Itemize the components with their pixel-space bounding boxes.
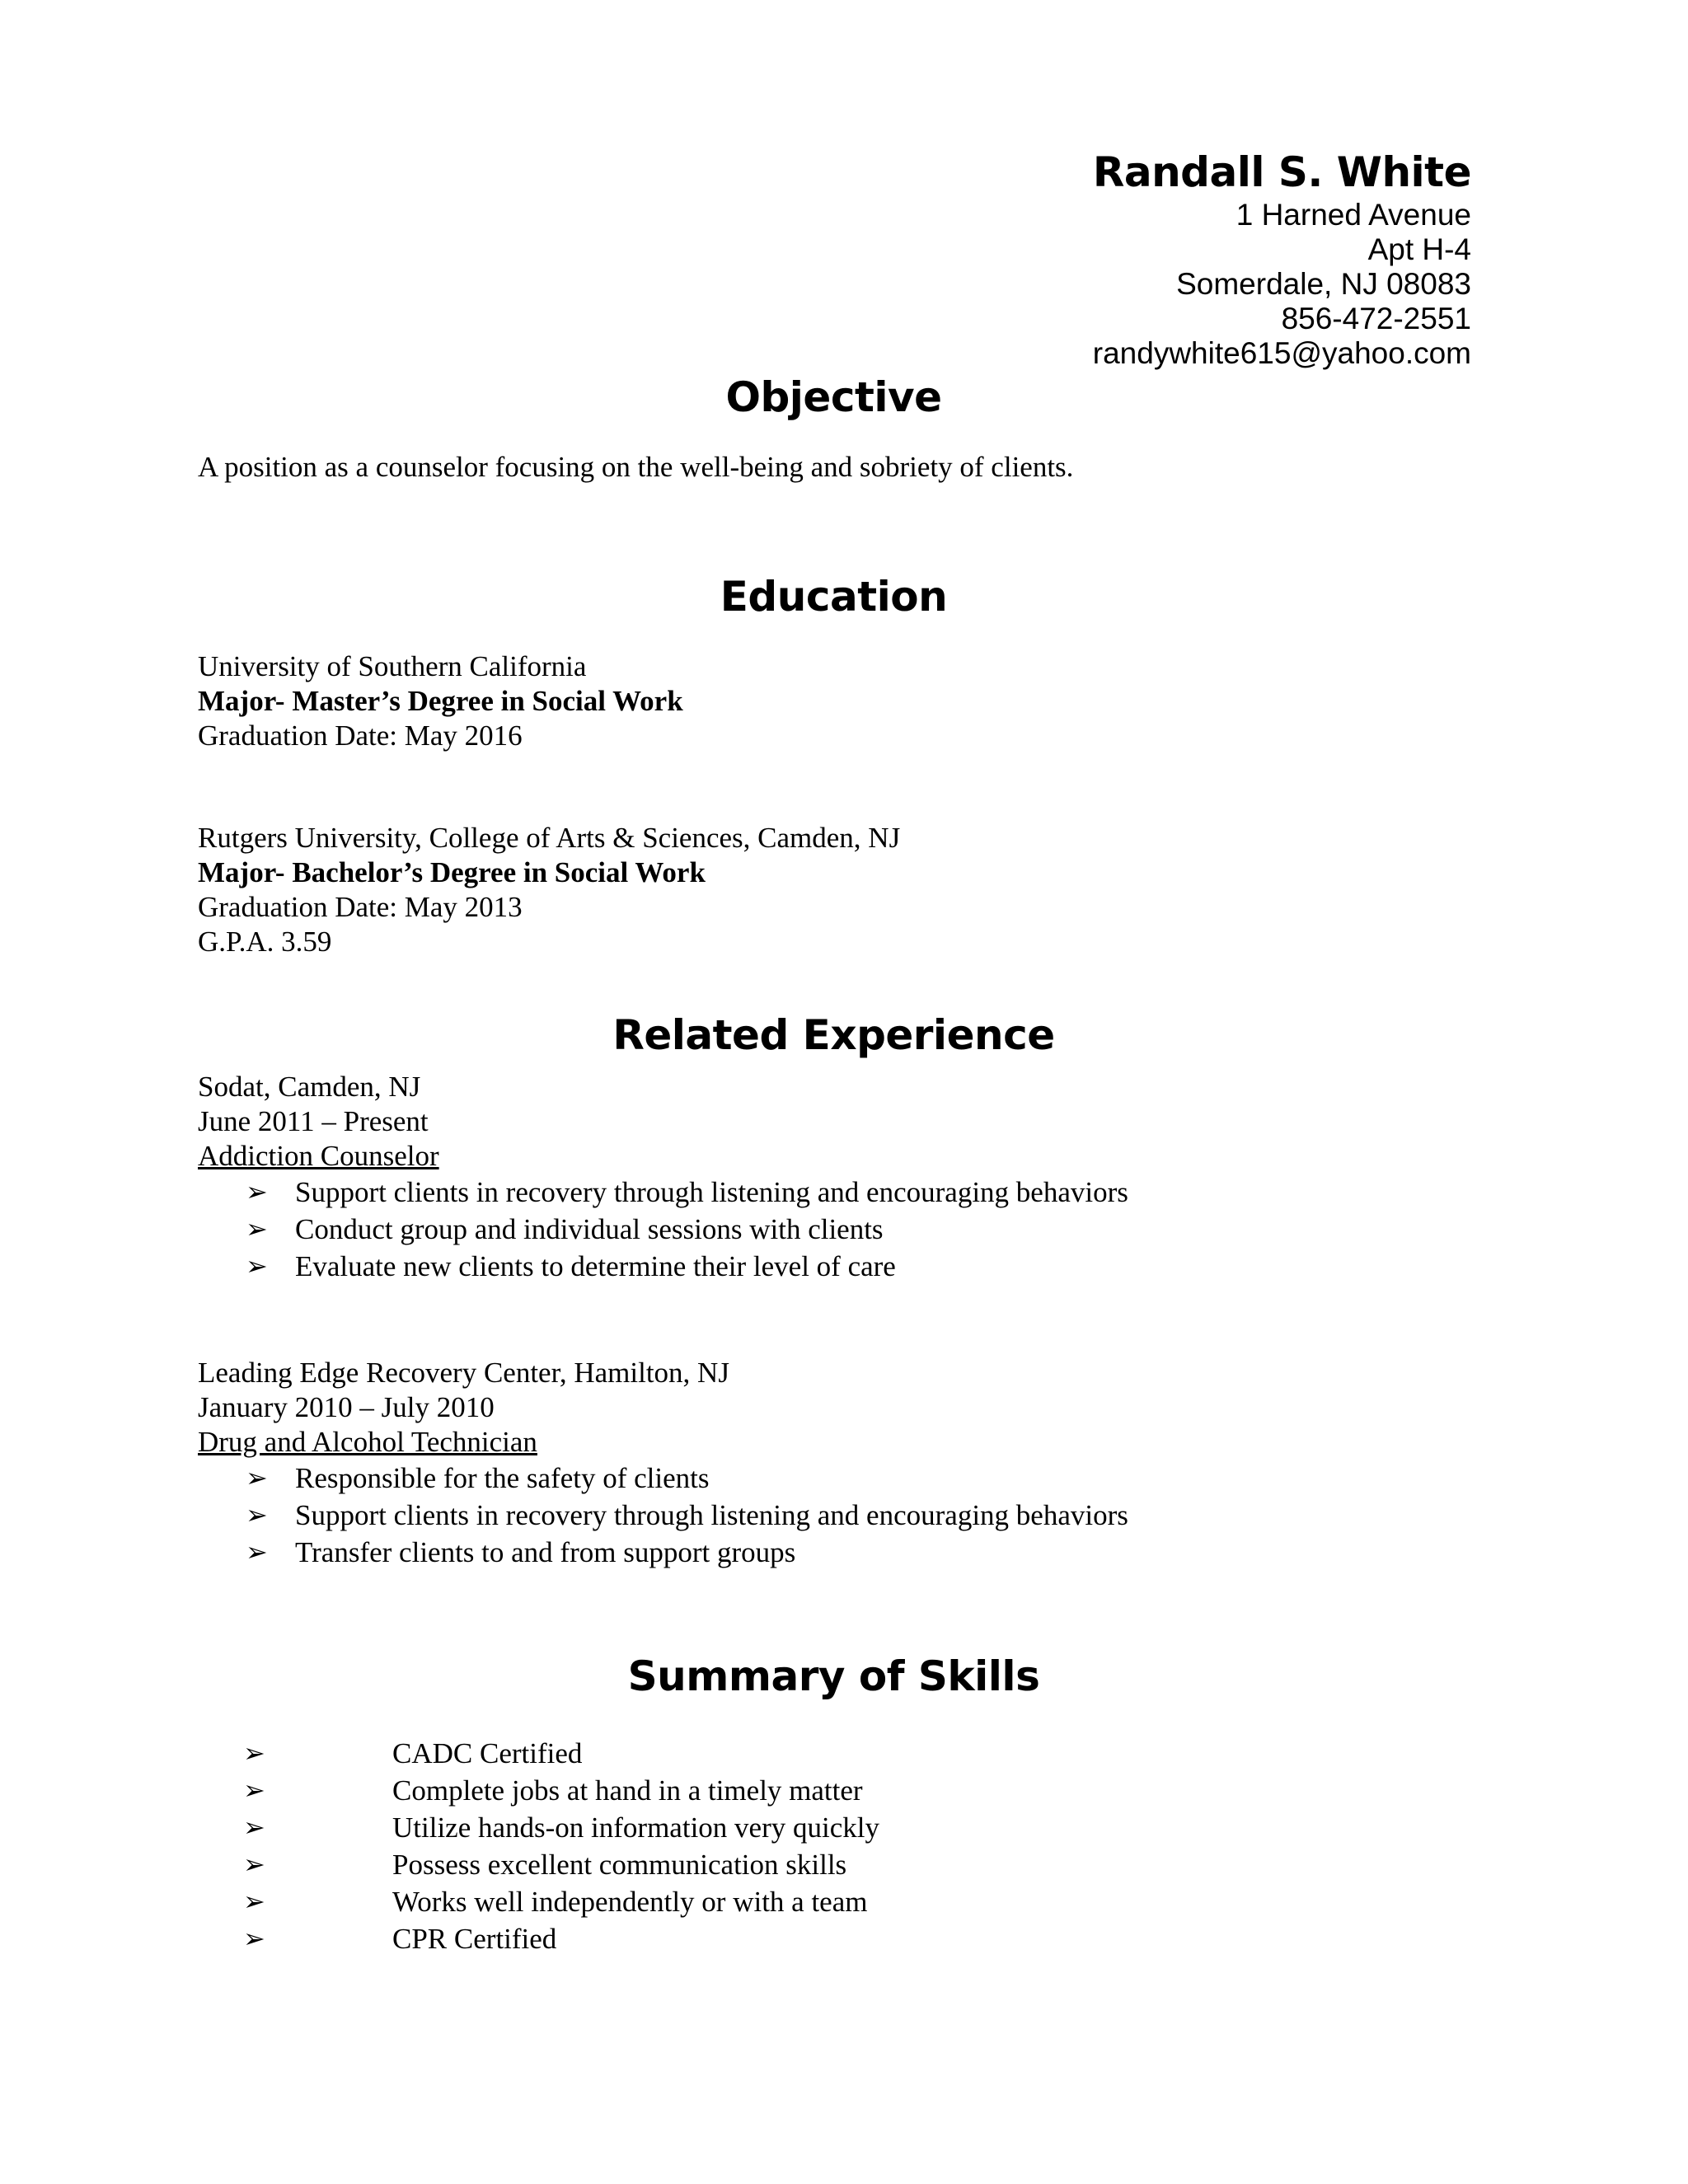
graduation-date: Graduation Date: May 2013 bbox=[198, 891, 523, 923]
address-line-2: Apt H-4 bbox=[1367, 232, 1471, 266]
skill-text: Possess excellent communication skills bbox=[392, 1849, 847, 1881]
arrow-bullet-icon: ➢ bbox=[243, 1886, 265, 1917]
list-item bbox=[246, 1534, 1128, 1571]
education-heading: Education bbox=[720, 573, 948, 621]
skill-text: Utilize hands-on information very quickly bbox=[392, 1811, 879, 1844]
duty-text: Responsible for the safety of clients bbox=[295, 1462, 710, 1494]
duty-text: Transfer clients to and from support groups bbox=[295, 1536, 796, 1568]
email-address: randywhite615@yahoo.com bbox=[1092, 336, 1471, 370]
job-entry-1 bbox=[198, 1070, 1128, 1285]
list-item bbox=[198, 1772, 879, 1809]
skill-text: CPR Certified bbox=[392, 1923, 557, 1955]
list-item bbox=[246, 1211, 1128, 1248]
arrow-bullet-icon: ➢ bbox=[246, 1176, 268, 1207]
contact-header bbox=[1093, 147, 1471, 371]
employment-dates: June 2011 – Present bbox=[198, 1105, 429, 1137]
job-entry-2 bbox=[198, 1356, 1128, 1571]
list-item bbox=[246, 1497, 1128, 1534]
arrow-bullet-icon: ➢ bbox=[246, 1462, 268, 1493]
employer: Sodat, Camden, NJ bbox=[198, 1071, 421, 1103]
job-title: Drug and Alcohol Technician bbox=[198, 1426, 537, 1458]
list-item bbox=[246, 1460, 1128, 1497]
objective-text: A position as a counselor focusing on the well-being and sobriety of clients. bbox=[198, 451, 1074, 483]
skills-section bbox=[198, 1735, 879, 1957]
job-title: Addiction Counselor bbox=[198, 1140, 439, 1172]
duty-text: Conduct group and individual sessions with clients bbox=[295, 1213, 884, 1245]
duty-text: Support clients in recovery through listening and encouraging behaviors bbox=[295, 1499, 1128, 1531]
school-name: Rutgers University, College of Arts & Sciences, Camden, NJ bbox=[198, 822, 901, 854]
skill-text: Complete jobs at hand in a timely matter bbox=[392, 1774, 863, 1807]
gpa: G.P.A. 3.59 bbox=[198, 926, 332, 958]
education-entry-2 bbox=[198, 821, 900, 959]
duty-text: Support clients in recovery through listening and encouraging behaviors bbox=[295, 1176, 1128, 1208]
school-name: University of Southern California bbox=[198, 650, 587, 682]
list-item bbox=[198, 1846, 879, 1883]
city-state-zip: Somerdale, NJ 08083 bbox=[1176, 267, 1471, 301]
arrow-bullet-icon: ➢ bbox=[246, 1499, 268, 1530]
arrow-bullet-icon: ➢ bbox=[246, 1213, 268, 1244]
employment-dates: January 2010 – July 2010 bbox=[198, 1391, 495, 1423]
objective-heading: Objective bbox=[725, 373, 942, 421]
list-item bbox=[198, 1883, 879, 1920]
skills-list bbox=[198, 1735, 879, 1957]
job-duties-list bbox=[246, 1460, 1128, 1571]
phone-number: 856-472-2551 bbox=[1281, 302, 1471, 335]
arrow-bullet-icon: ➢ bbox=[246, 1250, 268, 1282]
list-item bbox=[198, 1735, 879, 1772]
arrow-bullet-icon: ➢ bbox=[243, 1774, 265, 1806]
employer: Leading Edge Recovery Center, Hamilton, NJ bbox=[198, 1357, 729, 1389]
list-item bbox=[198, 1809, 879, 1846]
job-duties-list bbox=[246, 1174, 1128, 1285]
arrow-bullet-icon: ➢ bbox=[243, 1737, 265, 1769]
education-entry-1 bbox=[198, 649, 683, 753]
arrow-bullet-icon: ➢ bbox=[243, 1811, 265, 1843]
skill-text: Works well independently or with a team bbox=[392, 1886, 868, 1918]
objective-section bbox=[198, 450, 1073, 485]
list-item bbox=[246, 1174, 1128, 1211]
arrow-bullet-icon: ➢ bbox=[243, 1849, 265, 1880]
applicant-name: Randall S. White bbox=[1092, 148, 1471, 196]
degree-major: Major- Master’s Degree in Social Work bbox=[198, 685, 683, 717]
arrow-bullet-icon: ➢ bbox=[246, 1536, 268, 1568]
duty-text: Evaluate new clients to determine their level of care bbox=[295, 1250, 896, 1282]
degree-major: Major- Bachelor’s Degree in Social Work bbox=[198, 856, 706, 888]
skills-heading: Summary of Skills bbox=[627, 1652, 1040, 1700]
skill-text: CADC Certified bbox=[392, 1737, 583, 1769]
graduation-date: Graduation Date: May 2016 bbox=[198, 719, 523, 752]
arrow-bullet-icon: ➢ bbox=[243, 1923, 265, 1954]
experience-heading: Related Experience bbox=[612, 1011, 1055, 1059]
address-line-1: 1 Harned Avenue bbox=[1236, 198, 1471, 232]
list-item bbox=[246, 1248, 1128, 1285]
list-item bbox=[198, 1920, 879, 1957]
